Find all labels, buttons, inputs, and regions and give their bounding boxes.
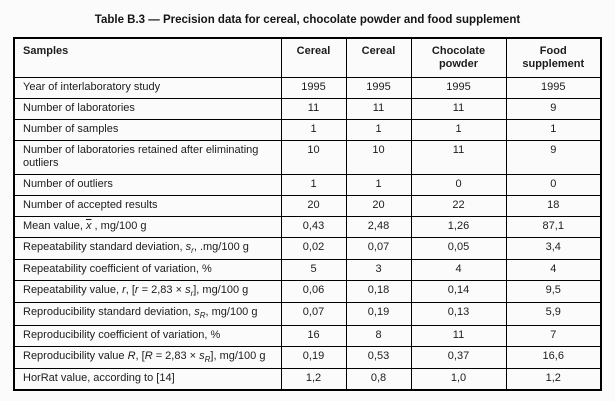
row-label-cell (14, 238, 281, 260)
value-cell: 4 (506, 260, 601, 281)
header-cell-cereal-1: Cereal (281, 38, 346, 78)
value-cell: 11 (346, 99, 411, 120)
value-cell: 4 (411, 260, 506, 281)
value-cell: 1,2 (506, 368, 601, 390)
row-label-text: r (191, 246, 194, 256)
value-cell: 1 (346, 175, 411, 196)
row-label-text: s (185, 241, 192, 253)
value-cell: 0 (411, 175, 506, 196)
value-cell: 0,07 (281, 303, 346, 325)
row-label-cell (14, 260, 281, 281)
row-label-text: R (204, 354, 211, 364)
value-cell: 9 (506, 99, 601, 120)
row-label-cell (14, 217, 281, 238)
value-cell: 0,07 (346, 238, 411, 260)
value-cell: 0,06 (281, 281, 346, 303)
table-row (14, 281, 601, 303)
row-label-text: Number of laboratories retained after eliminating outliers (23, 144, 259, 169)
value-cell: 10 (346, 141, 411, 175)
row-label-text: Reproducibility coefficient of variation, % (23, 328, 221, 341)
row-label-text: Repeatability value, (23, 284, 123, 297)
row-label-cell (14, 346, 281, 368)
value-cell: 1995 (411, 78, 506, 99)
row-label-text: = 2,83 × (152, 349, 200, 362)
value-cell: 20 (346, 196, 411, 217)
value-cell: 16,6 (506, 346, 601, 368)
value-cell: 9 (506, 141, 601, 175)
value-cell: 1995 (506, 78, 601, 99)
table-row (14, 141, 601, 175)
value-cell: 1,26 (411, 217, 506, 238)
header-cell-food-supplement: Food supplement (506, 38, 601, 78)
value-cell: 0,05 (411, 238, 506, 260)
row-label-text: , mg/100 g (205, 306, 258, 319)
row-label-cell (14, 78, 281, 99)
value-cell: 0,13 (411, 303, 506, 325)
value-cell: 18 (506, 196, 601, 217)
value-cell: 0,19 (346, 303, 411, 325)
row-label-cell (14, 303, 281, 325)
table-row (14, 325, 601, 346)
value-cell: 5,9 (506, 303, 601, 325)
row-label-text: Year of interlaboratory study (23, 81, 161, 93)
table-title: Table B.3 — Precision data for cereal, chocolate powder and food supplement (94, 14, 521, 26)
value-cell: 0,02 (281, 238, 346, 260)
row-label-text: Repeatability standard deviation, (23, 241, 186, 253)
row-label-text: ], mg/100 g (210, 349, 266, 362)
row-label-text: ], mg/100 g (193, 284, 249, 297)
precision-data-table (13, 37, 602, 391)
value-cell: 10 (281, 141, 346, 175)
row-label-text: Number of accepted results (23, 199, 158, 211)
value-cell: 9,5 (506, 281, 601, 303)
row-label-text: R (199, 311, 206, 321)
header-cell-samples: Samples (14, 38, 281, 78)
table-row (14, 368, 601, 390)
row-label-text: = 2,83 × (138, 284, 186, 297)
value-cell: 0 (506, 175, 601, 196)
row-label-text: s (185, 284, 191, 297)
row-label-text: R (127, 349, 136, 362)
row-label-text: Number of samples (23, 123, 119, 135)
table-row (14, 175, 601, 196)
value-cell: 0,37 (411, 346, 506, 368)
row-label-text: r (122, 284, 126, 297)
row-label-cell (14, 175, 281, 196)
row-label-text: s (194, 306, 200, 319)
value-cell: 1995 (346, 78, 411, 99)
value-cell: 8 (346, 325, 411, 346)
row-label-cell (14, 281, 281, 303)
row-label-cell (14, 325, 281, 346)
row-label-text: Reproducibility standard deviation, (23, 306, 195, 319)
table-row (14, 346, 601, 368)
row-label-text: r (134, 284, 139, 297)
row-label-cell (14, 196, 281, 217)
row-label-text: Repeatability coefficient of variation, % (23, 263, 212, 276)
row-label-text: Mean value, (23, 220, 86, 232)
value-cell: 1 (281, 175, 346, 196)
value-cell: 1 (346, 120, 411, 141)
table-row (14, 78, 601, 99)
value-cell: 0,14 (411, 281, 506, 303)
value-cell: 11 (411, 325, 506, 346)
table-row (14, 120, 601, 141)
header-cell-cereal-2: Cereal (346, 38, 411, 78)
value-cell: 0,19 (281, 346, 346, 368)
row-label-text: Number of laboratories (23, 102, 135, 114)
row-label-cell (14, 368, 281, 390)
value-cell: 0,8 (346, 368, 411, 390)
row-label-text: , mg/100 g (91, 220, 147, 232)
value-cell: 16 (281, 325, 346, 346)
table-row (14, 260, 601, 281)
header-row (14, 38, 601, 78)
row-label-text: Number of outliers (23, 178, 113, 190)
row-label-cell (14, 99, 281, 120)
row-label-cell (14, 141, 281, 175)
value-cell: 11 (411, 99, 506, 120)
value-cell: 87,1 (506, 217, 601, 238)
value-cell: 7 (506, 325, 601, 346)
row-label-text: HorRat value, according to [14] (23, 371, 175, 384)
table-row (14, 99, 601, 120)
value-cell: 20 (281, 196, 346, 217)
value-cell: 22 (411, 196, 506, 217)
value-cell: 11 (281, 99, 346, 120)
value-cell: 1 (411, 120, 506, 141)
row-label-text: $\overline{x}$ (85, 220, 92, 232)
value-cell: 5 (281, 260, 346, 281)
value-cell: 2,48 (346, 217, 411, 238)
value-cell: 1995 (281, 78, 346, 99)
value-cell: 3,4 (506, 238, 601, 260)
value-cell: 1 (506, 120, 601, 141)
row-label-text: R (144, 349, 153, 362)
table-row (14, 217, 601, 238)
value-cell: 1,2 (281, 368, 346, 390)
value-cell: 0,53 (346, 346, 411, 368)
row-label-text: s (199, 349, 205, 362)
row-label-text: Reproducibility value (23, 349, 128, 362)
header-cell-chocolate-powder: Chocolate powder (411, 38, 506, 78)
row-label-cell (14, 120, 281, 141)
row-label-text: r (190, 289, 194, 299)
table-row (14, 238, 601, 260)
row-label-text: , [ (125, 284, 135, 297)
value-cell: 0,43 (281, 217, 346, 238)
row-label-text: , [ (135, 349, 145, 362)
table-body (14, 78, 601, 390)
value-cell: 1 (281, 120, 346, 141)
value-cell: 11 (411, 141, 506, 175)
value-cell: 0,18 (346, 281, 411, 303)
value-cell: 3 (346, 260, 411, 281)
table-row (14, 303, 601, 325)
row-label-text: , .mg/100 g (193, 241, 249, 253)
value-cell: 1,0 (411, 368, 506, 390)
table-row (14, 196, 601, 217)
